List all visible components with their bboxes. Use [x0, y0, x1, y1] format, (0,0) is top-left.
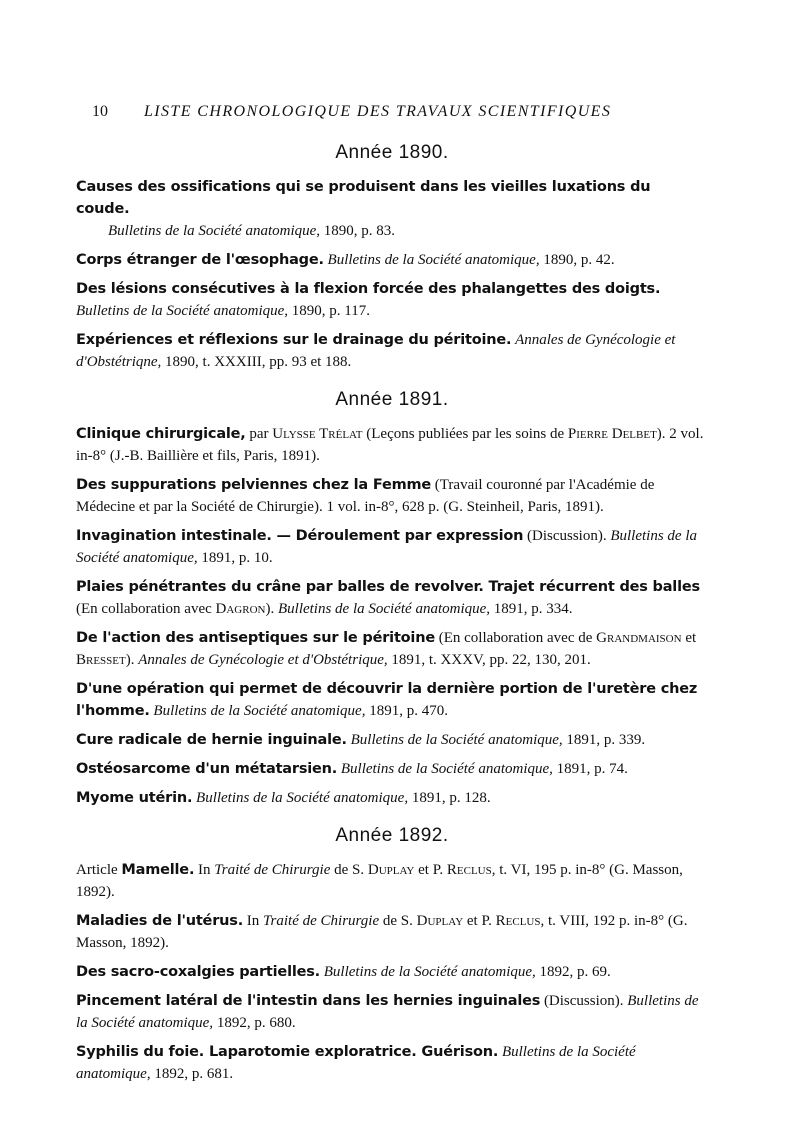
author-name: Duplay — [416, 913, 464, 929]
entry-title: Mamelle. — [121, 862, 195, 878]
entry-title: Des suppurations pelviennes chez la Femme — [76, 477, 432, 493]
entry-details: 1890, p. 83. — [320, 223, 396, 239]
entry-journal: Bulletins de la Société anatomique, — [108, 223, 321, 239]
entry-text: (En collaboration avec — [76, 601, 216, 617]
section-1890 — [76, 142, 708, 373]
entry — [76, 961, 708, 983]
entry-details: ). 2 vol. in-8° (J.-B. Baillière et fils, Paris, 1891). — [76, 426, 704, 464]
entry-journal: Bulletins de la Société anatomique, — [153, 703, 366, 719]
entry-details: , t. VIII, 192 p. in-8° (G. Masson, 1892). — [76, 913, 688, 951]
entry-text: de S. — [330, 862, 368, 878]
entry-journal: Bulletins de la Société anatomique, — [323, 964, 536, 980]
entry — [76, 1041, 708, 1085]
bibliography — [76, 142, 708, 1092]
entry-text: ). — [265, 601, 278, 617]
entry-text: (En collaboration avec de — [434, 630, 597, 646]
entry — [76, 249, 708, 271]
entry-details: 1891, p. 74. — [552, 761, 628, 777]
author-name: Reclus — [446, 862, 492, 878]
entry-title: D'une opération qui permet de découvrir la dernière portion de l'uretère chez l'homme. — [76, 681, 698, 719]
entry-details: 1890, t. XXXIII, pp. 93 et 188. — [161, 354, 352, 370]
entry-text: (Discussion). — [523, 528, 611, 544]
year-heading: Année 1892. — [335, 825, 449, 846]
entry-journal: Annales de Gynécologie et d'Obstétriqne, — [76, 332, 676, 370]
year-heading: Année 1891. — [335, 389, 449, 410]
entry-title: Cure radicale de hernie inguinale. — [76, 732, 347, 748]
entry-title: Des lésions consécutives à la flexion forcée des phalangettes des doigts. — [76, 281, 661, 297]
entry-journal: Traité de Chirurgie — [263, 913, 380, 929]
entry-title: Des sacro-coxalgies partielles. — [76, 964, 320, 980]
entry-text: Article — [76, 862, 122, 878]
entry-title: Invagination intestinale. — Déroulement par expression — [76, 528, 524, 544]
entry — [76, 859, 708, 903]
entry-journal: Bulletins de la Société anatomique, — [76, 993, 699, 1031]
entry-journal: Bulletins de la Société anatomique, — [76, 1044, 636, 1082]
running-header — [92, 103, 732, 121]
entry-details: 1892, p. 680. — [213, 1015, 296, 1031]
entry-title: Pincement latéral de l'intestin dans les hernies inguinales — [76, 993, 541, 1009]
entry-text: de S. — [379, 913, 417, 929]
entry — [76, 758, 708, 780]
entry-journal: Traité de Chirurgie — [214, 862, 331, 878]
entry-text: In — [194, 862, 215, 878]
entry-details: 1891, p. 10. — [197, 550, 273, 566]
author-name: Duplay — [367, 862, 415, 878]
entry-journal: Bulletins de la Société anatomique, — [277, 601, 491, 617]
entry-details: 1892, p. 69. — [535, 964, 611, 980]
entry-title: Plaies pénétrantes du crâne par balles de revolver. Trajet récurrent des balles — [76, 579, 700, 595]
entry-title: Myome utérin. — [76, 790, 193, 806]
entry-title: Expériences et réflexions sur le drainage du péritoine. — [76, 332, 512, 348]
entry-details: (Travail couronné par l'Académie de Médecine et par la Société de Chirurgie). 1 vol. in-8°, 628 p. (G. Steinheil, Paris, 1891). — [76, 477, 655, 515]
author-name: Dagron — [215, 601, 266, 617]
author-name: Grandmaison — [596, 630, 682, 646]
entry-journal: Bulletins de la Société anatomique, — [76, 303, 289, 319]
entry-text: ). — [125, 652, 139, 668]
entry-title: Clinique chirurgicale, — [76, 426, 246, 442]
entry — [76, 474, 708, 518]
entry-journal: Bulletins de la Société anatomique, — [196, 790, 409, 806]
author-name: Pierre Delbet — [567, 426, 657, 442]
entry-details: , t. VI, 195 p. in-8° (G. Masson, 1892). — [76, 862, 683, 900]
page-number: 10 — [92, 103, 108, 120]
entry-journal: Bulletins de la Société anatomique, — [340, 761, 553, 777]
entry-text: In — [243, 913, 264, 929]
entry — [76, 525, 708, 569]
entry — [76, 627, 708, 671]
entry-journal: Bulletins de la Société anatomique, — [350, 732, 563, 748]
entry-title: Causes des ossifications qui se produisent dans les vieilles luxations du coude. — [76, 179, 651, 217]
running-title: LISTE CHRONOLOGIQUE DES TRAVAUX SCIENTIFIQUES — [144, 103, 612, 120]
entry-text: (Leçons publiées par les soins de — [362, 426, 568, 442]
entry-details: 1891, t. XXXV, pp. 22, 130, 201. — [387, 652, 591, 668]
author-name: Reclus — [495, 913, 541, 929]
entry — [76, 729, 708, 751]
entry — [76, 910, 708, 954]
entry — [76, 329, 708, 373]
entry-journal: Bulletins de la Société anatomique, — [327, 252, 540, 268]
entry-text: et P. — [414, 862, 447, 878]
entry-title: Corps étranger de l'œsophage. — [76, 252, 324, 268]
entry-details: 1892, p. 681. — [150, 1066, 234, 1082]
entry-text: et P. — [463, 913, 496, 929]
entry-details: 1891, p. 334. — [490, 601, 573, 617]
entry — [76, 787, 708, 809]
entry — [76, 278, 708, 322]
entry-text: par — [245, 426, 273, 442]
section-1891 — [76, 389, 708, 809]
entry-title: Maladies de l'utérus. — [76, 913, 244, 929]
entry-details: 1891, p. 470. — [365, 703, 448, 719]
entry-journal: Annales de Gynécologie et d'Obstétrique, — [138, 652, 388, 668]
entry — [76, 678, 708, 722]
entry-details: 1890, p. 42. — [539, 252, 615, 268]
year-heading: Année 1890. — [335, 142, 449, 163]
section-1892 — [76, 825, 708, 1085]
author-name: Bresset — [76, 652, 126, 668]
entry — [76, 576, 708, 620]
entry-text: (Discussion). — [540, 993, 628, 1009]
entry — [76, 423, 708, 467]
entry — [76, 990, 708, 1034]
entry-details: 1890, p. 117. — [288, 303, 370, 319]
entry-title: Syphilis du foie. Laparotomie exploratrice. Guérison. — [76, 1044, 499, 1060]
entry-details: 1891, p. 128. — [408, 790, 491, 806]
entry-details: 1891, p. 339. — [562, 732, 646, 748]
entry-text: et — [681, 630, 697, 646]
entry-title: De l'action des antiseptiques sur le péritoine — [76, 630, 435, 646]
entry — [76, 176, 708, 242]
author-name: Ulysse Trélat — [272, 426, 363, 442]
entry-journal: Bulletins de la Société anatomique, — [76, 528, 697, 566]
entry-title: Ostéosarcome d'un métatarsien. — [76, 761, 338, 777]
